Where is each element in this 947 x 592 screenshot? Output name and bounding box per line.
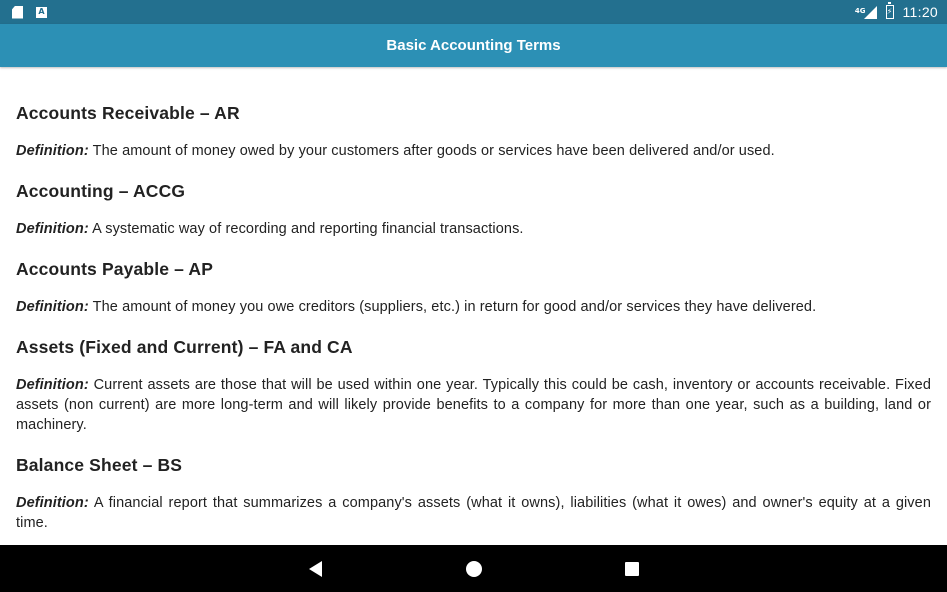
definition-label: Definition: xyxy=(16,377,89,393)
definition-text: Current assets are those that will be used within one year. Typically this could be cash, inventory or accounts receivable. Fixed assets (non current) are more long-term and will likely provide benefits to a company for more than one year, such as a building, land or machinery. xyxy=(16,377,931,433)
back-button[interactable] xyxy=(296,549,336,589)
definition-label: Definition: xyxy=(16,143,89,159)
network-type-label: 4G xyxy=(854,7,866,15)
recents-icon xyxy=(625,562,639,576)
definition-label: Definition: xyxy=(16,221,89,237)
term-definition xyxy=(16,493,931,533)
app-notification-icon: A xyxy=(36,7,47,18)
term-definition xyxy=(16,297,931,317)
term-item xyxy=(16,335,931,435)
terms-list[interactable] xyxy=(16,67,931,545)
definition-text: A systematic way of recording and reporting financial transactions. xyxy=(92,221,524,237)
term-title: Assets (Fixed and Current) – FA and CA xyxy=(16,337,353,357)
battery-charging-icon: ⚡ xyxy=(886,5,894,19)
status-left xyxy=(12,6,47,19)
recents-button[interactable] xyxy=(612,549,652,589)
sd-card-icon xyxy=(12,6,23,19)
home-button[interactable] xyxy=(454,549,494,589)
navigation-bar xyxy=(0,545,947,592)
term-definition xyxy=(16,141,931,161)
term-item xyxy=(16,179,931,239)
term-title: Accounts Receivable – AR xyxy=(16,103,240,123)
term-item xyxy=(16,453,931,533)
signal-icon xyxy=(864,6,877,19)
definition-text: A financial report that summarizes a company's assets (what it owns), liabilities (what it owes) and owner's equity at a given time. xyxy=(16,495,931,531)
back-icon xyxy=(309,561,322,577)
term-item xyxy=(16,101,931,161)
home-icon xyxy=(466,561,482,577)
definition-label: Definition: xyxy=(16,299,89,315)
definition-text: The amount of money you owe creditors (suppliers, etc.) in return for good and/or services they have delivered. xyxy=(92,299,817,315)
status-bar xyxy=(0,0,947,24)
definition-text: The amount of money owed by your customers after goods or services have been delivered and/or used. xyxy=(92,143,775,159)
term-definition xyxy=(16,375,931,435)
term-title: Balance Sheet – BS xyxy=(16,455,183,475)
status-clock: 11:20 xyxy=(902,4,938,20)
term-item xyxy=(16,257,931,317)
definition-label: Definition: xyxy=(16,495,89,511)
status-right xyxy=(855,4,938,20)
app-bar xyxy=(0,24,947,67)
term-title: Accounting – ACCG xyxy=(16,181,186,201)
page-title: Basic Accounting Terms xyxy=(386,37,561,54)
term-definition xyxy=(16,219,931,239)
term-title: Accounts Payable – AP xyxy=(16,259,214,279)
